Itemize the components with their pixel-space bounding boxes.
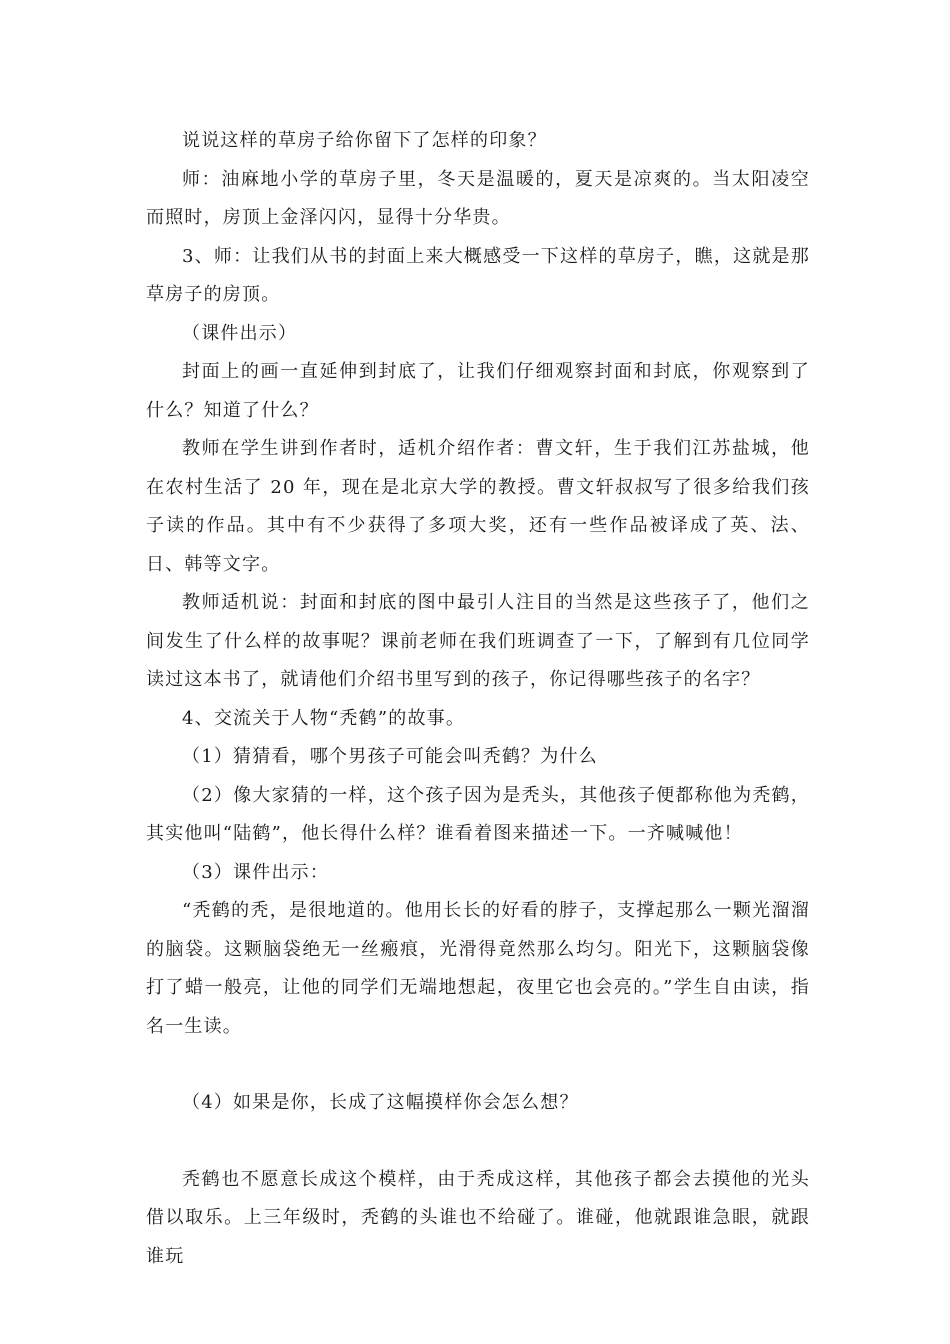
paragraph-author-introduction: 教师在学生讲到作者时，适机介绍作者：曹文轩，生于我们江苏盐城，他在农村生活了 20 年，现在是北京大学的教授。曹文轩叔叔写了很多给我们孩子读的作品。其中有不少获得了多项大奖，还有一些作品被译成了英、法、日、韩等文字。 xyxy=(146,438,810,575)
paragraph-item-3-courseware: （3）课件出示： xyxy=(182,861,330,883)
paragraph-item-1-guess: （1）猜猜看，哪个男孩子可能会叫秃鹤？为什么 xyxy=(182,746,598,767)
paragraph-impression-question: 说说这样的草房子给你留下了怎样的印象？ xyxy=(182,130,547,151)
paragraph-cover-observation: 封面上的画一直延伸到封底了，让我们仔细观察封面和封底，你观察到了什么？知道了什么？ xyxy=(146,361,810,421)
paragraph-tuhe-quote: “秃鹤的秃，是很地道的。他用长长的好看的脖子，支撑起那么一颗光溜溜的脑袋。这颗脑袋绝无一丝瘢痕，光滑得竟然那么均匀。阳光下，这颗脑袋像打了蜡一般亮，让他的同学们无端地想起，夜里它也会亮的。”学生自由读，指名一生读。 xyxy=(146,900,810,1037)
paragraph-spacer xyxy=(146,1046,810,1084)
paragraph-children-names: 教师适机说：封面和封底的图中最引人注目的当然是这些孩子了，他们之间发生了什么样的故事呢？课前老师在我们班调查了一下，了解到有几位同学读过这本书了，就请他们介绍书里写到的孩子，你记得哪些孩子的名字？ xyxy=(146,592,810,690)
paragraph-courseware-show: （课件出示） xyxy=(182,322,298,344)
paragraph-item-2-luhe: （2）像大家猜的一样，这个孩子因为是秃头，其他孩子便都称他为秃鹤，其实他叫“陆鹤”，他长得什么样？谁看着图来描述一下。一齐喊喊他！ xyxy=(146,784,810,844)
paragraph-step-3-cover: 3、师：让我们从书的封面上来大概感受一下这样的草房子，瞧，这就是那草房子的房顶。 xyxy=(146,245,810,305)
paragraph-teacher-grass-house: 师：油麻地小学的草房子里，冬天是温暖的，夏天是凉爽的。当太阳凌空而照时，房顶上金泽闪闪，显得十分华贵。 xyxy=(146,168,810,228)
paragraph-spacer xyxy=(146,1123,810,1161)
paragraph-step-4-tuhe: 4、交流关于人物“秃鹤”的故事。 xyxy=(182,707,466,729)
document-body xyxy=(146,122,810,1276)
paragraph-tuhe-story: 秃鹤也不愿意长成这个模样，由于秃成这样，其他孩子都会去摸他的光头借以取乐。上三年级时，秃鹤的头谁也不给碰了。谁碰，他就跟谁急眼，就跟谁玩 xyxy=(146,1168,810,1267)
paragraph-item-4-question: （4）如果是你，长成了这幅摸样你会怎么想？ xyxy=(182,1092,579,1113)
